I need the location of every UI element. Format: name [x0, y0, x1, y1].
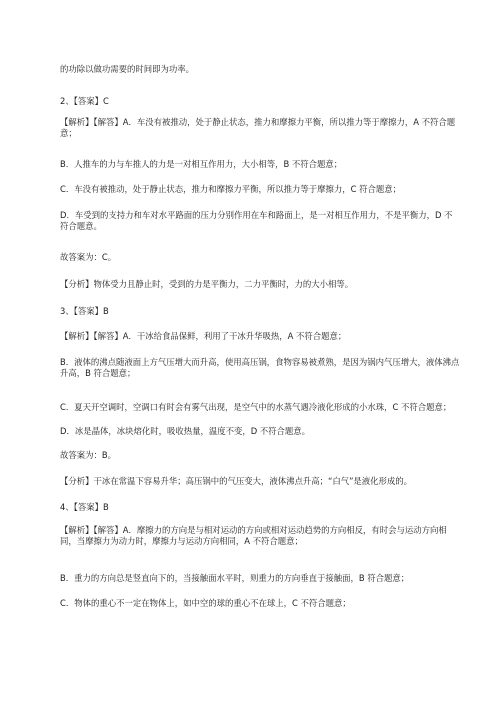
conclusion-line: 故答案为：B。	[60, 450, 116, 460]
option-line: B．液体的沸点随液面上方气压增大而升高，使用高压锅，食物容易被煮熟，是因为锅内气压增大，液体沸点升高，B 符合题意；	[60, 357, 460, 378]
option-line: C．车没有被推动，处于静止状态，推力和摩擦力平衡，所以推力等于摩擦力，C 符合题意；	[60, 184, 401, 194]
analysis-paragraph: 【解析】【解答】A．车没有被推动，处于静止状态，推力和摩擦力平衡，所以推力等于摩擦力，A 不符合题意；	[60, 117, 456, 138]
option-line: B．重力的方向总是竖直向下的，当接触面水平时，则重力的方向垂直于接触面，B 符合题意；	[60, 573, 410, 583]
summary-line: 【分析】干冰在常温下容易升华；高压锅中的气压变大，液体沸点升高；“白气”是液化形成的。	[60, 476, 413, 486]
question-answer-3: 3、【答案】B	[60, 306, 109, 316]
option-line: B．人推车的力与车推人的力是一对相互作用力，大小相等，B 不符合题意；	[60, 159, 343, 169]
option-line: C．物体的重心不一定在物体上，如中空的球的重心不在球上，C 不符合题意；	[60, 598, 351, 608]
text-line: 的功除以做功需要的时间即为功率。	[60, 64, 194, 74]
option-line: D．冰是晶体，冰块熔化时，吸收热量，温度不变，D 不符合题意。	[60, 426, 311, 436]
question-answer-4: 4、【答案】B	[60, 502, 109, 512]
option-line: C．夏天开空调时，空调口有时会有雾气出现，是空气中的水蒸气遇冷液化形成的小水珠，C 不符合题意；	[60, 402, 452, 412]
question-answer-2: 2、【答案】C	[60, 96, 109, 106]
conclusion-line: 故答案为：C。	[60, 252, 117, 262]
summary-line: 【分析】物体受力且静止时，受到的力是平衡力，二力平衡时，力的大小相等。	[60, 279, 354, 289]
option-line: D．车受到的支持力和车对水平路面的压力分别作用在车和路面上，是一对相互作用力，不是平衡力，D 不符合题意。	[60, 210, 453, 231]
analysis-paragraph: 【解析】【解答】A．干冰给食品保鲜，利用了干冰升华吸热，A 不符合题意；	[60, 331, 347, 341]
analysis-paragraph: 【解析】【解答】A．摩擦力的方向是与相对运动的方向或相对运动趋势的方向相反，有时会与运动方向相同，当摩擦力为动力时，摩擦力与运动方向相同，A 不符合题意；	[60, 525, 447, 546]
